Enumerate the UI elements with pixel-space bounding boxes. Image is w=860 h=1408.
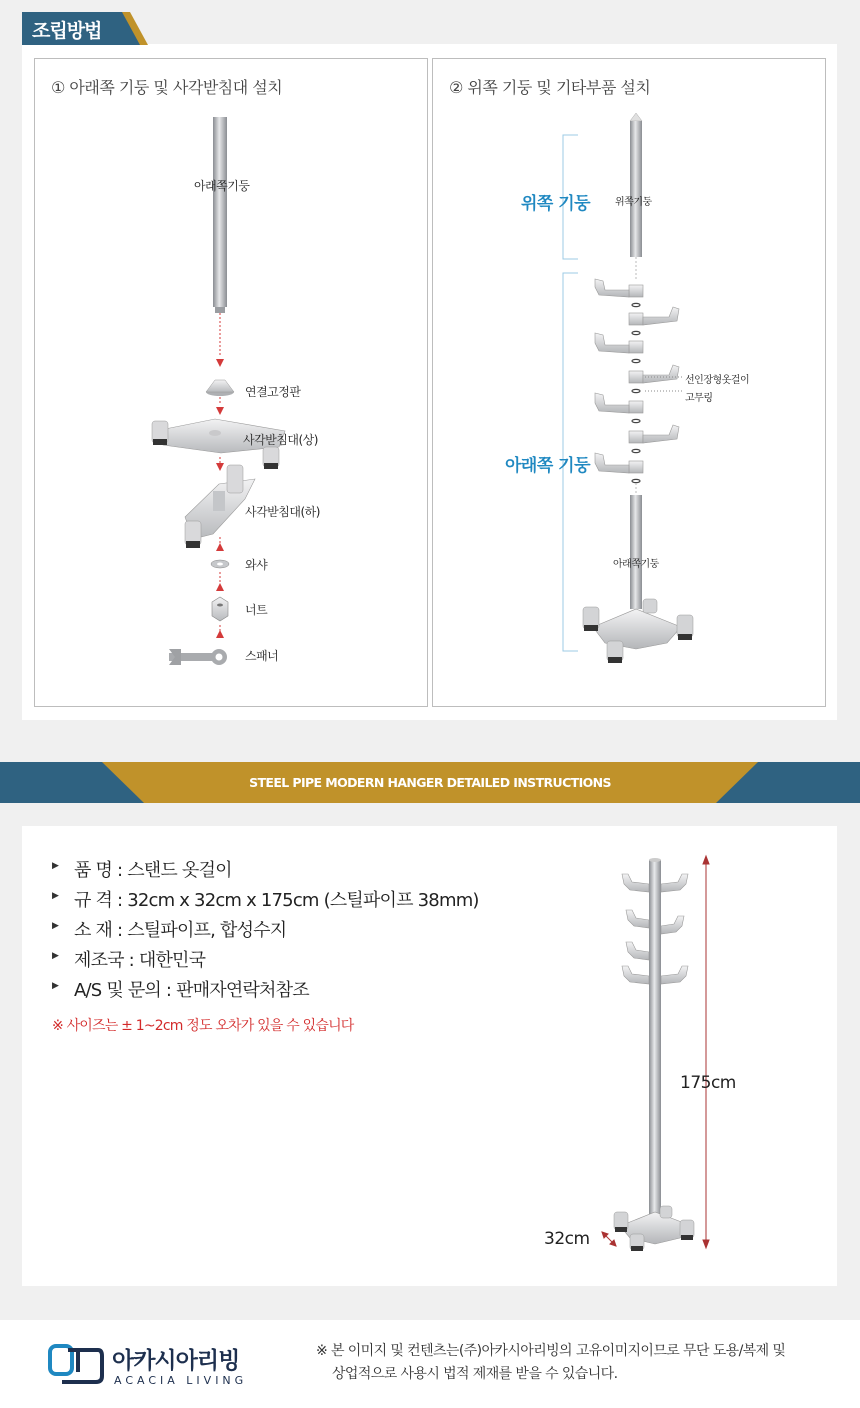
spec-text: 품 명 : 스탠드 옷걸이 bbox=[74, 860, 232, 881]
step2-title: ② 위쪽 기둥 및 기타부품 설치 bbox=[449, 78, 651, 97]
bullet-arrow-icon: ▶ bbox=[52, 891, 59, 901]
step2-panel bbox=[432, 58, 826, 707]
step2-diagram bbox=[433, 59, 827, 708]
step1-panel bbox=[34, 58, 428, 707]
copyright-notice bbox=[316, 1340, 785, 1386]
copyright-line-1: ※ 본 이미지 및 컨텐츠는(주)아카시아리빙의 고유이미지이므로 무단 도용/복제 및 bbox=[316, 1343, 786, 1359]
group-label-lower: 아래쪽 기둥 bbox=[505, 456, 591, 476]
step1-diagram bbox=[35, 59, 429, 708]
group-label-upper: 위쪽 기둥 bbox=[521, 194, 591, 214]
badge-title: 조립방법 bbox=[32, 20, 102, 42]
hook-stack bbox=[595, 279, 683, 483]
assembly-badge bbox=[22, 12, 152, 45]
spec-text: 제조국 : 대한민국 bbox=[74, 950, 206, 971]
banner-title: STEEL PIPE MODERN HANGER DETAILED INSTRUCTIONS bbox=[249, 775, 611, 790]
brand-name-ko: 아카시아리빙 bbox=[112, 1348, 240, 1374]
product-illustration bbox=[540, 850, 780, 1260]
height-dimension bbox=[703, 856, 709, 1248]
bullet-arrow-icon: ▶ bbox=[52, 921, 59, 931]
connection-plate-part bbox=[206, 380, 234, 392]
copyright-line-2: 상업적으로 사용시 법적 제재를 받을 수 있습니다. bbox=[332, 1366, 618, 1382]
width-label: 32cm bbox=[544, 1229, 590, 1249]
label-washer: 와샤 bbox=[245, 558, 268, 572]
label-stand-bottom: 사각받침대(하) bbox=[245, 505, 320, 519]
bullet-arrow-icon: ▶ bbox=[52, 861, 59, 871]
red-arrow-up-icon bbox=[216, 543, 224, 551]
lower-pole-part bbox=[213, 117, 227, 307]
spanner-part bbox=[169, 649, 227, 665]
label-nut: 너트 bbox=[245, 603, 268, 617]
label-spanner: 스패너 bbox=[245, 649, 279, 663]
label-rubber-ring: 고무링 bbox=[685, 393, 713, 404]
hanger-base bbox=[614, 1206, 694, 1251]
nut-part bbox=[212, 597, 228, 621]
label-lower-pole-2: 아래쪽기둥 bbox=[613, 559, 659, 570]
step1-title: ① 아래쪽 기둥 및 사각받침대 설치 bbox=[51, 78, 283, 97]
red-arrow-down-icon bbox=[216, 359, 224, 367]
spec-text: A/S 및 문의 : 판매자연락처참조 bbox=[74, 980, 309, 1001]
height-label: 175cm bbox=[680, 1073, 736, 1093]
size-tolerance-note: ※ 사이즈는 ± 1~2cm 정도 오차가 있을 수 있습니다 bbox=[52, 1018, 354, 1034]
lower-pole-part-2 bbox=[630, 495, 642, 609]
label-lower-pole: 아래쪽기둥 bbox=[194, 179, 250, 193]
bullet-arrow-icon: ▶ bbox=[52, 951, 59, 961]
upper-pole-part bbox=[630, 121, 642, 257]
spec-text: 규 격 : 32cm x 32cm x 175cm (스틸파이프 38mm) bbox=[74, 890, 479, 911]
width-dimension bbox=[602, 1232, 616, 1246]
brand-name-en: ACACIA LIVING bbox=[114, 1374, 248, 1387]
label-hook: 선인장형옷걸이 bbox=[685, 375, 750, 386]
brand-logo bbox=[48, 1342, 248, 1388]
acacia-logo-icon bbox=[48, 1342, 106, 1386]
spec-text: 소 재 : 스틸파이프, 합성수지 bbox=[74, 920, 287, 941]
label-connection-plate: 연결고정판 bbox=[245, 385, 301, 399]
hanger-pole bbox=[649, 860, 661, 1222]
label-upper-pole: 위쪽기둥 bbox=[615, 197, 652, 208]
label-stand-top: 사각받침대(상) bbox=[243, 433, 318, 447]
bullet-arrow-icon: ▶ bbox=[52, 981, 59, 991]
